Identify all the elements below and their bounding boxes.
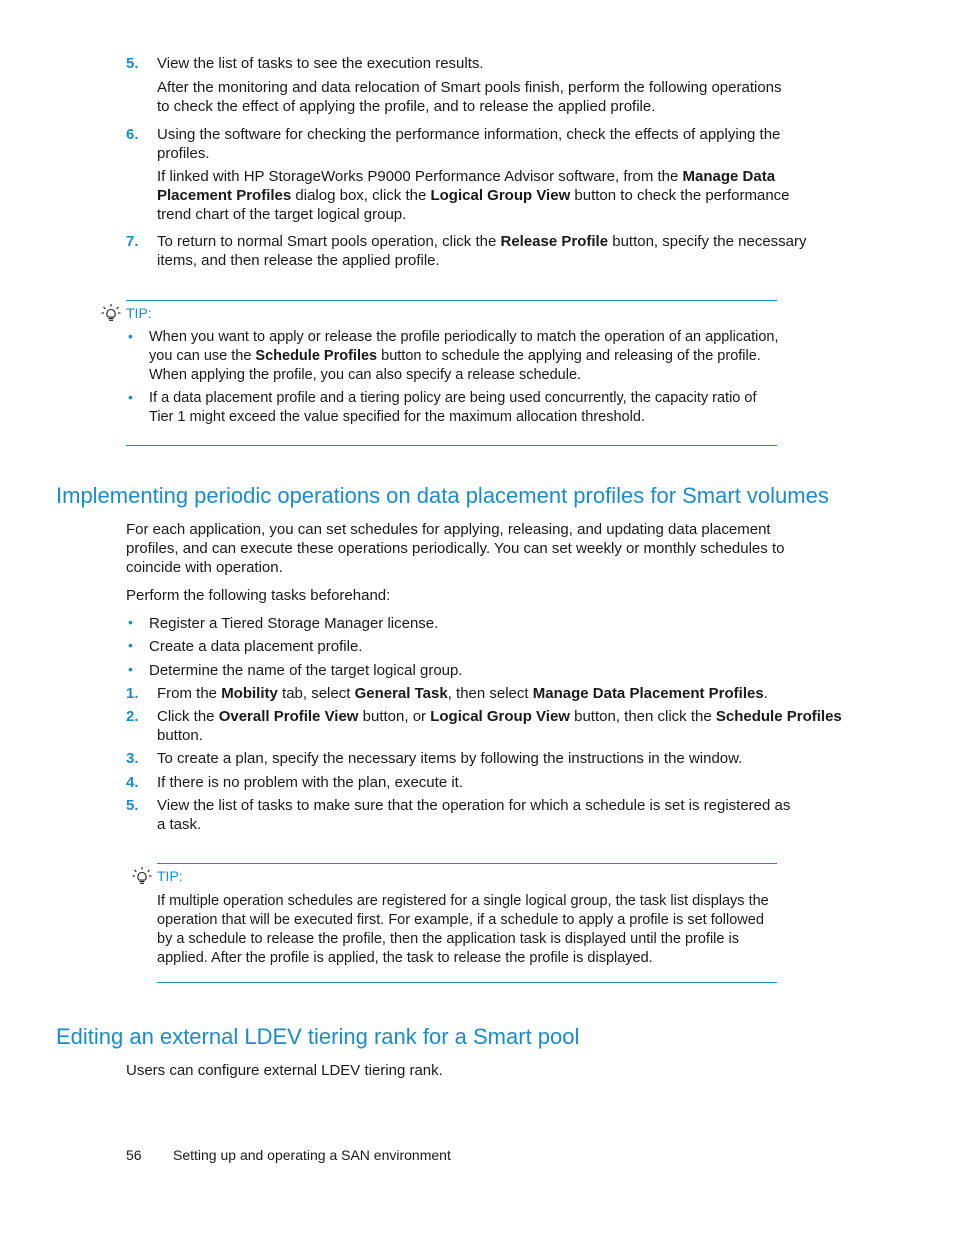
step-5-text: View the list of tasks to make sure that the operation for which a schedule is set is registered as a task. [157, 797, 791, 833]
step-3-text: To create a plan, specify the necessary items by following the instructions in the window. [157, 750, 743, 767]
tip-bottom-rule [126, 445, 777, 446]
prereq-item: Register a Tiered Storage Manager license. [149, 615, 439, 632]
step-number: 6. [126, 126, 139, 143]
step-6-subtext: If linked with HP StorageWorks P9000 Performance Advisor software, from the Manage Data Placement Profiles dialog box, click the Logical Group View button to check the performance trend chart of the target logical group. [157, 168, 790, 223]
tip-label: TIP: [126, 305, 152, 321]
section-heading: Implementing periodic operations on data placement profiles for Smart volumes [56, 483, 829, 508]
step-number: 5. [126, 55, 139, 72]
step-6-text: Using the software for checking the performance information, check the effects of applying the profiles. [157, 126, 781, 162]
lightbulb-icon [101, 303, 121, 323]
tip-bullet-1: When you want to apply or release the profile periodically to match the operation of an application, you can use the Schedule Profiles button to schedule the applying and releasing of the profile. When applying the profile, you can also specify a release schedule. [149, 329, 779, 383]
tip-top-rule [126, 300, 777, 301]
step-number: 1. [126, 685, 139, 702]
tip-top-rule [157, 863, 777, 864]
prereq-item: Create a data placement profile. [149, 638, 363, 655]
lightbulb-icon [132, 866, 152, 886]
bullet-dot: • [128, 661, 133, 677]
tip-bullet-2: If a data placement profile and a tiering policy are being used concurrently, the capacity ratio of Tier 1 might exceed the value specified for the maximum allocation threshold. [149, 390, 757, 425]
section-heading: Editing an external LDEV tiering rank for a Smart pool [56, 1024, 580, 1049]
step-number: 7. [126, 233, 139, 250]
intro-paragraph: For each application, you can set schedules for applying, releasing, and updating data placement profiles, and can execute these operations periodically. You can set weekly or monthly schedules to coincide with operation. [126, 521, 785, 576]
step-5-text: View the list of tasks to see the execution results. [157, 55, 484, 72]
footer-title: Setting up and operating a SAN environment [173, 1147, 451, 1163]
tip-paragraph: If multiple operation schedules are registered for a single logical group, the task list displays the operation that will be executed first. For example, if a schedule to apply a profile is set followed by a schedule to release the profile, then the application task is displayed until the profile is applied. After the profile is applied, the task to release the profile is displayed. [157, 893, 769, 966]
prereq-item: Determine the name of the target logical group. [149, 662, 463, 679]
step-2-text: Click the Overall Profile View button, or Logical Group View button, then click the Schedule Profiles button. [157, 708, 842, 744]
step-5-subtext: After the monitoring and data relocation of Smart pools finish, perform the following operations to check the effect of applying the profile, and to release the applied profile. [157, 79, 782, 115]
bullet-dot: • [128, 637, 133, 653]
tip-label: TIP: [157, 868, 183, 884]
step-1-text: From the Mobility tab, select General Task, then select Manage Data Placement Profiles. [157, 685, 768, 702]
bullet-dot: • [128, 389, 133, 405]
step-number: 2. [126, 708, 139, 725]
step-number: 3. [126, 750, 139, 767]
step-number: 5. [126, 797, 139, 814]
page-number: 56 [126, 1147, 142, 1163]
step-4-text: If there is no problem with the plan, execute it. [157, 774, 463, 791]
step-number: 4. [126, 774, 139, 791]
bullet-dot: • [128, 328, 133, 344]
prereq-intro: Perform the following tasks beforehand: [126, 587, 391, 604]
section-body: Users can configure external LDEV tiering rank. [126, 1062, 443, 1079]
step-7-text: To return to normal Smart pools operation, click the Release Profile button, specify the necessary items, and then release the applied profile. [157, 233, 807, 269]
bullet-dot: • [128, 614, 133, 630]
tip-bottom-rule [157, 982, 777, 983]
